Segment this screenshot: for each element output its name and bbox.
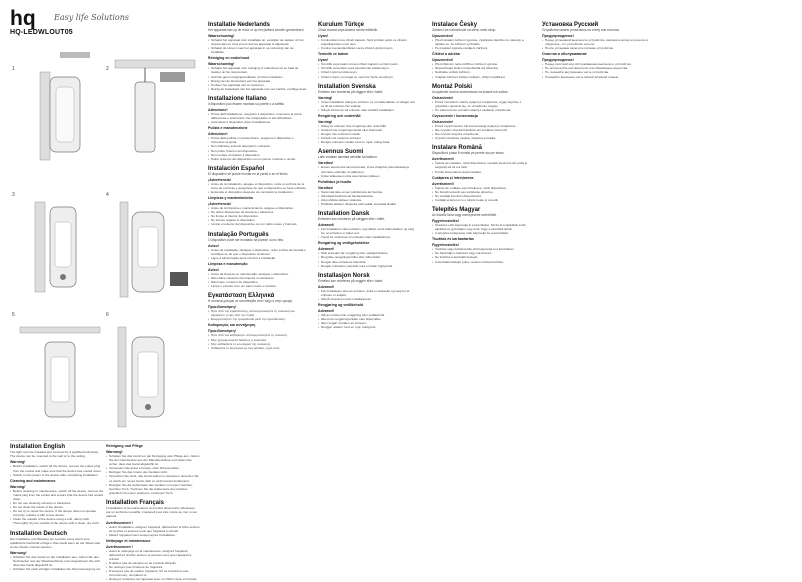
warning-list	[432, 38, 531, 50]
warning-label: Advarsel!	[318, 223, 335, 228]
list-item: • Do not clean the inside of the device.	[10, 505, 104, 509]
warning-label: Advarsel!	[318, 284, 335, 289]
list-item: • Accendere il dispositivo dopo l'installazione.	[208, 120, 307, 124]
section-title: Installation Français	[106, 499, 165, 506]
cleaning-list	[318, 251, 417, 267]
list-item: • Använd inte rengöringsmedel eller slipmedel.	[318, 128, 417, 132]
list-item: • Älä käytä liuottimia tai hankausaineita.	[318, 194, 417, 198]
list-item: • Tisztítás vagy karbantartás előtt kapcsolja ki a készüléket.	[432, 247, 531, 251]
section-title: Instalación Español	[208, 165, 265, 172]
cleaning-list	[106, 549, 200, 582]
cleaning-list	[208, 66, 307, 91]
list-item: • Cihazın dışını yumuşak ve nemli bir bezle temizleyin.	[318, 75, 417, 79]
figure-4-lamp-screw-icon	[120, 202, 188, 297]
list-item: • Pulire l'esterno del dispositivo con un panno morbido e umido.	[208, 157, 307, 161]
list-item: • Reinigen Sie die Außenseite des Gerätes mit einem weichen, feuchten Tuch. Trocknen Sie die Außenseite des Gerätes gründlich mit einem sauberen, trockenen Tuch.	[106, 483, 200, 495]
warning-label: Προειδοποίηση!	[208, 329, 236, 334]
warning-label: Upozornění!	[432, 58, 453, 63]
warning-list	[432, 161, 531, 173]
section-intro: El dispositivo se puede montar en la pared o en el techo.	[208, 171, 289, 176]
list-item: • Rengör enhetens utsida med en mjuk, fuktig trasa.	[318, 140, 417, 144]
list-item: • Kurulum tamamlandıktan sonra cihazın gücünü açın.	[318, 46, 417, 50]
cleaning-list	[10, 489, 104, 526]
warning-label: Figyelmeztetés!	[432, 243, 459, 248]
list-item: • Reinig de buitenkant van het apparaat met een zachte, vochtige doek.	[208, 87, 307, 91]
warning-label: Uyarı!	[318, 34, 329, 38]
warning-list	[318, 38, 417, 50]
section-title: Установка Русский	[542, 22, 599, 28]
list-item: • Ikke rengjør innsiden av enheten.	[318, 321, 417, 325]
warning-list	[208, 38, 307, 54]
warning-label: Avertissement !	[106, 520, 133, 525]
list-item: • Sammuta laite ennen puhdistusta tai huoltoa.	[318, 190, 417, 194]
cleaning-label: Limpieza y mantenimiento	[208, 196, 253, 201]
list-item: • Slå på strømmen etter installasjonen.	[318, 297, 417, 301]
cleaning-label: Rengöring och underhåll	[318, 113, 361, 118]
warning-list	[432, 100, 531, 112]
logo-mark: hq	[10, 7, 36, 30]
cleaning-label: Καθαρισμός και συντήρηση	[208, 323, 256, 328]
list-item: • Vnějšek zařízení čistěte měkkým, vlhkým hadříkem.	[432, 75, 531, 79]
figure-number: 1	[12, 66, 15, 72]
list-item: • Ne használjon oldószert vagy súrolószert.	[432, 251, 531, 255]
warning-label: Προειδοποίηση!	[208, 305, 236, 310]
section-intro: Az eszköz falra vagy mennyezetre szerelhető.	[432, 212, 498, 217]
list-item: • Limpe o exterior com um pano macio e húmido.	[208, 284, 307, 288]
list-item: • Før installation sluk enheden, tag stikket ud af stikkontakten og sørg for, at enheden er kølet ned.	[318, 227, 417, 235]
cleaning-list	[432, 186, 531, 202]
cleaning-label: Cleaning and maintenance	[10, 478, 56, 483]
list-item: • Antes de la limpieza o mantenimiento, apague el dispositivo.	[208, 206, 307, 210]
cleaning-label: Pulizia e manutenzione	[208, 126, 248, 131]
figure-2-ceiling-drill-icon	[115, 60, 195, 152]
section-title: Kurulum Türkçe	[318, 22, 365, 28]
section-title: Installasjon Norsk	[318, 272, 370, 279]
section-title: Montaż Polski	[432, 83, 473, 90]
list-item: • Versuchen Sie nicht, das Gerät selbst zu reparieren. Ersetzen Sie es durch ein neues Gerät, falls es nicht korrekt funktioniert.	[106, 474, 200, 482]
cleaning-label: Czyszczenie i konserwacja	[432, 113, 478, 118]
section-english	[10, 444, 104, 572]
list-item: • Ennen asennusta sammuta laite, irrota virtajohto pistorasiasta ja varmista, että laite on jäähtynyt.	[318, 165, 417, 173]
list-item: • Avant le nettoyage ou la maintenance, éteignez l'appareil, débranchez la fiche secteur et assurez-vous que l'appareil a refroidi.	[106, 549, 200, 561]
list-item: • Не используйте растворители или абразивные вещества.	[542, 66, 654, 70]
list-item: • Innan installation stäng av enheten, ta ut nätkontakten ur uttaget och se till att enheten har svalnat.	[318, 100, 417, 108]
list-item: • Prima della pulizia o manutenzione, spegnere il dispositivo e rimuovere la spina.	[208, 136, 307, 144]
list-item: • Rengjør utsiden med en myk, fuktig klut.	[318, 325, 417, 329]
warning-label: Figyelmeztetés!	[432, 218, 459, 223]
cleaning-label: Puhdistus ja huolto	[318, 179, 352, 184]
warning-label: Предупреждение!	[542, 34, 574, 38]
list-item: • Clean the outside of the device using a soft, damp cloth. Thoroughly dry the outside of the device with a clean, dry cloth.	[10, 517, 104, 525]
list-item: • Gebruik geen reinigingsmiddelen of schuurmiddelen.	[208, 75, 307, 79]
list-item: • Po instalaci zapněte napájení zařízení.	[432, 46, 531, 50]
section-title: Instalação Português	[208, 231, 269, 238]
cleaning-label: Tisztítás és karbantartás	[432, 237, 474, 242]
warning-list	[318, 289, 417, 301]
cleaning-label: Limpeza e manutenção	[208, 261, 248, 266]
list-item: • Nie czyścić wnętrza urządzenia.	[432, 132, 531, 136]
list-item: • Verwenden Sie keine Lösungs- oder Scheuermittel.	[106, 466, 200, 470]
list-item: • Temizlik veya bakım öncesi cihazı kapatın ve fişini çekin.	[318, 62, 417, 66]
warning-label: Warnung!	[106, 450, 123, 454]
hq-logo-icon	[10, 6, 50, 28]
warning-list	[318, 100, 417, 112]
section-title: Installation Svenska	[318, 83, 376, 90]
list-item: • Non utilizzare solventi detergenti o abrasivi.	[208, 144, 307, 148]
warning-label: Advarsel!	[318, 247, 335, 252]
warning-label: Varning!	[318, 119, 333, 124]
cleaning-list	[208, 136, 307, 161]
list-item: • Curățați exteriorul cu o cârpă moale și umedă.	[432, 198, 531, 202]
list-item: • Schakel de stroom naar het apparaat in na voltooiing van de installatie.	[208, 46, 307, 54]
warning-list	[318, 227, 417, 239]
warning-label: Ostrzeżenie!	[432, 119, 454, 124]
section-intro: Enheden kan monteres på væggen eller i loftet.	[318, 217, 385, 222]
cleaning-list	[208, 333, 307, 349]
warning-label: Attenzione!	[208, 132, 228, 137]
list-item: • Nečistěte vnitřek zařízení.	[432, 70, 531, 74]
column-6	[542, 22, 654, 79]
cleaning-list	[432, 247, 531, 263]
section-title: Installatie Nederlands	[208, 22, 271, 28]
warning-label: Avertisment!	[432, 181, 454, 186]
cleaning-list	[208, 206, 307, 226]
list-item: • Antes da limpeza ou manutenção, desligue o dispositivo.	[208, 272, 307, 276]
list-item: • Schalten Sie das Gerät vor der Installation aus, ziehen Sie den Netzstecker aus der Wandsteckdose und vergewissern Sie sich, dass das Gerät abgekühlt ist.	[10, 555, 104, 567]
list-item: • Przed montażem należy wyłączyć urządzenie, wyjąć wtyczkę z gniazdka i upewnić się, że urządzenie ostygło.	[432, 100, 531, 108]
list-item: • Czyścić obudowę miękką, wilgotną szmatką.	[432, 136, 531, 140]
cleaning-label: Curățarea și întreținerea	[432, 175, 474, 180]
section-intro: Die Installation und Wartung der Leuchte muss durch eine qualifizierte Fachkraft erfolgen. Das Gerät kann an der Wand oder an der Decke montiert werden.	[10, 536, 101, 549]
warning-list	[208, 248, 307, 260]
cleaning-list	[542, 62, 654, 78]
list-item: • Rengör inte enhetens insida.	[318, 132, 417, 136]
list-item: • После установки включите питание устройства.	[542, 46, 654, 50]
section-title: Εγκατάσταση Ελληνικά	[208, 293, 275, 300]
list-item: • Før installasjon skru av enheten, trekk ut støpselet og sørg for at enheten er avkjølt.	[318, 289, 417, 297]
list-item: • Ne tisztítsa a készülék belsejét.	[432, 255, 531, 259]
warning-label: ¡Advertencia!	[208, 177, 231, 182]
warning-label: Varoitus!	[318, 185, 334, 190]
warning-list	[432, 223, 531, 235]
brand-logo	[10, 6, 129, 28]
section-title: Installation Deutsch	[10, 530, 68, 537]
list-item: • Non pulire l'interno del dispositivo.	[208, 149, 307, 153]
list-item: • Nie używać rozpuszczalników ani środków ściernych.	[432, 128, 531, 132]
section-intro: Laite voidaan asentaa seinään tai kattoon.	[318, 155, 378, 160]
list-item: • Πριν από τον καθαρισμό, απενεργοποιήστε τη συσκευή.	[208, 333, 307, 337]
warning-list	[208, 309, 307, 321]
cleaning-list	[318, 190, 417, 206]
list-item: • Kytke laitteeseen virta asennuksen jälkeen.	[318, 174, 417, 178]
list-item: • Nettoyez l'extérieur de l'appareil avec un chiffon doux et humide.	[106, 577, 200, 581]
list-item: • Reinigen Sie das Innere des Gerätes nicht.	[106, 470, 200, 474]
list-item: • Do not try to repair the device. If the device does not operate correctly, replace it with a new device.	[10, 509, 104, 517]
section-title: Asennus Suomi	[318, 149, 364, 156]
list-item: • No limpie el interior del dispositivo.	[208, 214, 307, 218]
list-item: • Försök inte reparera enheten.	[318, 136, 417, 140]
cleaning-label: Очистка и обслуживание	[542, 52, 587, 57]
list-item: • Przed czyszczeniem lub konserwacją wyłączyć urządzenie.	[432, 124, 531, 128]
warning-label: Varoitus!	[318, 161, 334, 166]
figure-number: 6	[106, 312, 109, 318]
list-item: • Перед установкой выключите устройство, извлеките вилку из розетки и убедитесь, что устройство остыло.	[542, 38, 654, 46]
warning-label: Waarschuwing!	[208, 34, 235, 38]
cleaning-list	[318, 124, 417, 144]
section-intro: Il dispositivo può essere montato su parete o a soffitto.	[208, 101, 286, 106]
figure-6-wall-mount-icon	[118, 327, 164, 427]
warning-label: ¡Advertencia!	[208, 202, 231, 207]
warning-label: Upozornění!	[432, 34, 453, 38]
section-intro: Urządzenie można zamontować na ścianie lub suficie.	[432, 89, 509, 94]
list-item: • A készülék külsejét puha, nedves ruhával tisztítsa.	[432, 260, 531, 264]
figure-number: 5	[12, 312, 15, 318]
list-item: • Avant l'installation, éteignez l'appareil, débranchez la fiche secteur de la prise et assurez-vous que l'appareil a refroidi.	[106, 525, 200, 533]
list-item: • Before cleaning or maintenance, switch off the device, remove the mains plug from the socket and ensure that the device has cooled down.	[10, 489, 104, 501]
list-item: • A telepítés befejezése után kapcsolja be a készüléket.	[432, 231, 531, 235]
list-item: • Înainte de curățare sau întreținere, opriți dispozitivul.	[432, 186, 531, 190]
list-item: • Nepoužívejte čisticí rozpouštědla ani abraziva.	[432, 66, 531, 70]
list-item: • Před instalací zařízení vypněte, vytáhněte zástrčku ze zásuvky a ujistěte se, že zařízení vychladlo.	[432, 38, 531, 46]
warning-label: Aviso!	[208, 243, 219, 248]
cleaning-label: Rengøring og vedligeholdelse	[318, 241, 370, 246]
list-item: • Limpie el exterior del dispositivo con un paño suave y húmedo.	[208, 222, 307, 226]
warning-label: Warnung!	[10, 551, 27, 556]
list-item: • Não utilize solventes de limpeza ou abrasivos.	[208, 276, 307, 280]
section-title: Installation Dansk	[318, 211, 370, 218]
list-item: • Înainte de instalare, opriți dispozitivul, scoateți ștecherul din priză și asigurați-vă că s-a răcit.	[432, 161, 531, 169]
section-intro: Enheten kan monteres på veggen eller i taket.	[318, 278, 384, 283]
list-item: • Перед очисткой или обслуживанием выключите устройство.	[542, 62, 654, 66]
section-intro: Устройство можно установить на стену или потолок.	[542, 28, 620, 32]
list-item: • Slå på strömmen till enheten efter slutförd installation.	[318, 108, 417, 112]
cleaning-label: Reinigung und Pflege	[106, 444, 143, 448]
section-title: Telepítés Magyar	[432, 206, 481, 213]
figure-3-lamp-parts-icon	[35, 202, 76, 292]
list-item: • Μην καθαρίζετε το εσωτερικό της συσκευής.	[208, 342, 307, 346]
warning-label: Ostrzeżenie!	[432, 95, 454, 100]
warning-label: Aviso!	[208, 267, 219, 272]
warning-list	[106, 525, 200, 537]
section-intro: Zařízení lze namontovat na stěnu nebo strop.	[432, 28, 497, 32]
list-item: • N'essayez pas de réparer l'appareil. S'il ne fonctionne pas correctement, remplacez-le.	[106, 569, 200, 577]
list-item: • Before installation, switch off the device, remove the mains plug from the socket and make sure that the device has cooled down.	[10, 464, 104, 472]
list-item: • Μην χρησιμοποιείτε διαλύτες ή λειαντικά.	[208, 338, 307, 342]
figure-1-lamp-wall-icon	[40, 52, 90, 160]
list-item: • Ne nettoyez pas l'intérieur de l'appareil.	[106, 565, 200, 569]
list-item: • Porniți alimentarea după instalare.	[432, 170, 531, 174]
list-item: • Ligue a alimentação após concluir a instalação.	[208, 256, 307, 260]
section-intro: The light must be installed and serviced by a qualified technician. The device can be mounted to the wall or to the ceiling.	[10, 450, 100, 459]
section-intro: Cihaz duvara veya tavana monte edilebilir.	[318, 28, 378, 32]
list-item: • Cihazın içini temizlemeyin.	[318, 70, 417, 74]
section-intro: Dispozitivul poate fi montat pe perete sau pe tavan.	[432, 151, 505, 156]
section-intro: L'installation et la maintenance du produit doivent être effectuées par un technicien qualifié. L'appareil peut être monté au mur ou au plafond.	[106, 505, 197, 519]
cleaning-list	[432, 62, 531, 78]
section-deutsch-francais	[106, 444, 200, 582]
list-item: • Rengør enhedens yderside med en blød, fugtig klud.	[318, 264, 417, 268]
figure-number: 3	[12, 192, 15, 198]
list-item: • Prima dell'installazione, spegnere il dispositivo, rimuovere la spina dalla presa e assicurarsi che il dispositivo si sia raffreddato.	[208, 112, 307, 120]
list-item: • No utilice disolventes de limpieza o abrasivos.	[208, 210, 307, 214]
list-item: • No intente reparar el dispositivo.	[208, 218, 307, 222]
cleaning-label: Rengjøring og vedlikehold	[318, 303, 364, 307]
warning-list	[10, 464, 104, 476]
section-title: Installation English	[10, 444, 66, 450]
warning-label: Avertissement !	[106, 544, 133, 549]
brand-slogan: Easy life Solutions	[54, 12, 129, 22]
list-item: • Не очищайте внутреннюю часть устройства.	[542, 70, 654, 74]
list-item: • Schalten Sie nach erfolgter Installation die Stromversorgung ein.	[10, 567, 104, 571]
cleaning-label: Reiniging en onderhoud	[208, 56, 250, 61]
warning-list	[542, 38, 654, 50]
list-item: • Switch on the power to the device after completing installation.	[10, 473, 104, 477]
list-item: • Nu folosiți solvenți sau substanțe abrazive.	[432, 190, 531, 194]
warning-label: Varning!	[318, 95, 333, 100]
installation-illustrations	[10, 42, 200, 437]
list-item: • Encienda el dispositivo después de completar la instalación.	[208, 190, 307, 194]
cleaning-list	[106, 454, 200, 495]
list-item: • Tænd for strømmen til enheden efter installationen.	[318, 235, 417, 239]
list-item: • N'utilisez pas de solvants ou de produits abrasifs.	[106, 561, 200, 565]
list-item: • Mettez l'appareil sous tension après l'installation.	[106, 533, 200, 537]
list-item: • Probeer het apparaat niet te repareren.	[208, 83, 307, 87]
cleaning-list	[318, 62, 417, 78]
list-item: • Puhdista laitteen ulkopinta pehmeällä, kostealla liinalla.	[318, 202, 417, 206]
warning-label: Advarsel!	[318, 309, 335, 313]
list-item: • Καθαρίστε το εξωτερικό με ένα μαλακό, υγρό πανί.	[208, 346, 307, 350]
list-item: • Schalten Sie das Gerät vor der Reinigung oder Pflege aus, ziehen Sie den Netzstecker aus der Wandsteckdose und stellen Sie sicher, dass das Gerät abgekühlt ist.	[106, 454, 200, 466]
cleaning-list	[318, 313, 417, 329]
cleaning-label: Nettoyage et maintenance	[106, 538, 151, 543]
section-intro: Enheten kan monteras på väggen eller i taket.	[318, 89, 384, 94]
column-5	[432, 22, 531, 264]
cleaning-list	[432, 124, 531, 140]
list-item: • Antes de la instalación, apague el dispositivo, retire el enchufe de la toma de corriente y asegúrese de que el dispositivo se haya enfriado.	[208, 182, 307, 190]
list-item: • Ikke bruk rengjøringsmidler eller slipemidler.	[318, 317, 417, 321]
figure-number: 2	[106, 66, 109, 72]
list-item: • Очищайте внешнюю часть мягкой влажной тканью.	[542, 75, 654, 79]
list-item: • Não limpe o interior do dispositivo.	[208, 280, 307, 284]
list-item: • Slå av enheten før rengjøring eller vedlikehold.	[318, 313, 417, 317]
section-title: Installazione Italiano	[208, 95, 267, 102]
figure-number: 4	[106, 192, 109, 198]
cleaning-list	[208, 272, 307, 288]
list-item: • Před čištěním nebo údržbou zařízení vypněte.	[432, 62, 531, 66]
figure-5-ceiling-mount-icon	[20, 327, 100, 417]
list-item: • Reinig niet de binnenkant van het apparaat.	[208, 79, 307, 83]
warning-list	[208, 182, 307, 194]
divider	[10, 440, 200, 441]
warning-label: Uyarı!	[318, 58, 329, 63]
section-intro: Het apparaat kan op de muur of op het plafond worden gemonteerd.	[208, 28, 305, 32]
section-title: Instalare Română	[432, 145, 483, 152]
list-item: • Sluk enheden før rengøring eller vedligeholdelse.	[318, 251, 417, 255]
figure-area	[10, 42, 200, 437]
list-item: • Rengør ikke enhedens inderside.	[318, 260, 417, 264]
warning-label: Warning!	[10, 460, 26, 465]
list-item: • Po zakończeniu montażu włączyć zasilanie urządzenia.	[432, 108, 531, 112]
column-4	[318, 22, 417, 329]
warning-list	[318, 165, 417, 177]
section-intro: Η συσκευή μπορεί να τοποθετηθεί στον τοίχο ή στην οροφή.	[208, 299, 293, 304]
list-item: • Antes da instalação, desligue o dispositivo, retire a ficha da tomada e certifique-se de que o dispositivo arrefeceu.	[208, 248, 307, 256]
list-item: • Ενεργοποιήστε την τροφοδοσία μετά την εγκατάσταση.	[208, 317, 307, 321]
list-item: • Schakel het apparaat vóór installatie uit, verwijder de stekker uit het stopcontact en zorg ervoor dat het apparaat is afgekoeld.	[208, 38, 307, 46]
section-title: Instalace Česky	[432, 22, 478, 28]
list-item: • Πριν από την εγκατάσταση, απενεργοποιήστε τη συσκευή και αφαιρέστε το φις από την πρίζα.	[208, 309, 307, 317]
cleaning-label: Temizlik ve bakım	[318, 52, 349, 57]
list-item: • Stäng av enheten före rengöring eller underhåll.	[318, 124, 417, 128]
warning-list	[10, 555, 104, 571]
list-item: • Nu curățați interiorul dispozitivului.	[432, 194, 531, 198]
list-item: • Älä puhdista laitteen sisäosia.	[318, 198, 417, 202]
warning-list	[208, 112, 307, 124]
cleaning-label: Čištění a údržba	[432, 52, 460, 57]
column-3	[208, 22, 307, 350]
section-intro: O dispositivo pode ser montado na parede ou no teto.	[208, 237, 285, 242]
list-item: • Brug ikke rengøringsmidler eller slibemidler.	[318, 255, 417, 259]
warning-label: Предупреждение!	[542, 58, 574, 63]
list-item: • Kurulumdan önce cihazı kapatın, fişini prizden çekin ve cihazın soğuduğundan emin olun.	[318, 38, 417, 46]
model-number: HQ-LEDWLOUT05	[10, 29, 73, 36]
list-item: • Non tentare di riparare il dispositivo.	[208, 153, 307, 157]
warning-label: Waarschuwing!	[208, 62, 235, 67]
list-item: • Temizlik solventleri veya aşındırıcılar kullanmayın.	[318, 66, 417, 70]
list-item: • Schakel het apparaat vóór reiniging of onderhoud uit en haal de stekker uit het stopcontact.	[208, 66, 307, 74]
list-item: • Do not use cleaning solvents or abrasives.	[10, 501, 104, 505]
warning-label: Warning!	[10, 484, 26, 489]
warning-label: Attenzione!	[208, 107, 228, 112]
list-item: • Telepítés előtt kapcsolja ki a készüléket, húzza ki a tápkábelt a fali aljzatból és győződjön meg arról, hogy a készülék lehűlt.	[432, 223, 531, 231]
warning-label: Avertisment!	[432, 157, 454, 162]
